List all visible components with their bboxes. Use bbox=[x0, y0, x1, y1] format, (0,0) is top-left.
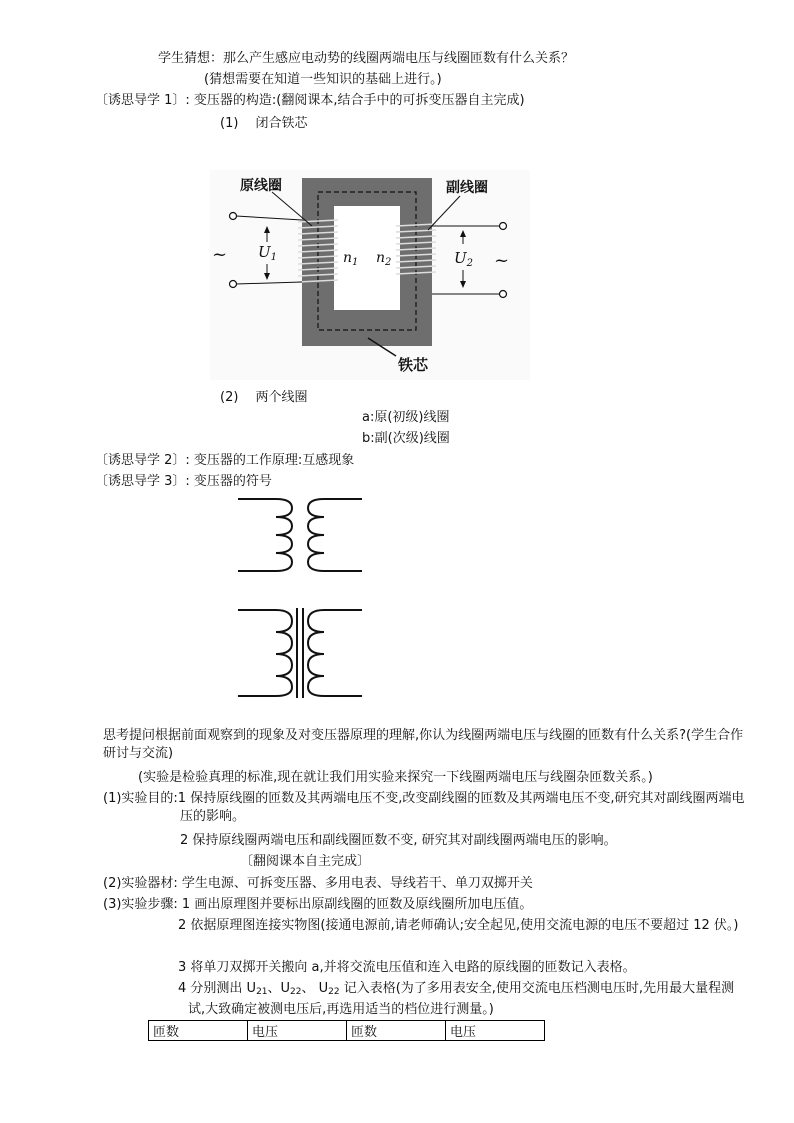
primary-coil-label: 原线圈 bbox=[240, 178, 282, 194]
table-header-cell: 匝数 bbox=[347, 1021, 446, 1041]
ac-right: ~ bbox=[494, 250, 510, 271]
table-header-cell: 电压 bbox=[446, 1021, 545, 1041]
terminal-right-top bbox=[500, 223, 507, 230]
table-header-cell: 电压 bbox=[248, 1021, 347, 1041]
ac-left: ~ bbox=[212, 244, 228, 265]
guide-2: 〔诱思导学 2〕: 变压器的工作原理:互感现象 bbox=[95, 453, 355, 468]
guide-3: 〔诱思导学 3〕: 变压器的符号 bbox=[95, 474, 272, 489]
core-label: 铁芯 bbox=[398, 356, 429, 374]
secondary-coil-label: 副线圈 bbox=[446, 180, 488, 196]
n2-label: $n_2$ bbox=[376, 250, 392, 268]
transformer-figure bbox=[210, 170, 530, 380]
n1-label: $n_1$ bbox=[343, 250, 359, 268]
coil-b: b:副(次级)线圈 bbox=[362, 431, 450, 446]
transformer-symbol-1 bbox=[236, 494, 366, 579]
step-2: 2 依据原理图连接实物图(接通电源前,请老师确认;安全起见,使用交流电源的电压不要超过 12 伏。) bbox=[178, 918, 739, 933]
step-4: 4 分别测出 $U_{21}$、$U_{22}$、 $U_{22}$ 记入表格(为了多用表安全,使用交流电压档测电压时,先用最大量程测试,大致确定被测电压后,再选用适当的档位进行测量。) bbox=[178, 981, 735, 1017]
purpose-2: 2 保持原线圈两端电压和副线圈匝数不变, 研究其对副线圈两端电压的影响。 bbox=[180, 833, 617, 848]
terminal-left-bottom bbox=[230, 281, 237, 288]
experiment-intro: (实验是检验真理的标准,现在就让我们用实验来探究一下线圈两端电压与线圈杂匝数关系。) bbox=[138, 770, 653, 785]
terminal-left-top bbox=[230, 213, 237, 220]
equipment: (2)实验器材: 学生电源、可拆变压器、多用电表、导线若干、单刀双掷开关 bbox=[103, 876, 533, 891]
table-header-cell: 匝数 bbox=[149, 1021, 248, 1041]
item-closed-core: (1) 闭合铁芯 bbox=[220, 116, 308, 131]
think-paragraph: 思考提问根据前面观察到的现象及对变压器原理的理解,你认为线圈两端电压与线圈的匝数有什么关系?(学生合作研讨与交流) bbox=[103, 728, 744, 761]
step-3: 3 将单刀双掷开关搬向 a,并将交流电压值和连入电路的原线圈的匝数记入表格。 bbox=[178, 960, 636, 975]
u1-label: $U_1$ bbox=[258, 243, 278, 263]
purpose-note: 〔翻阅课本自主完成〕 bbox=[240, 854, 371, 869]
item-two-coils: (2) 两个线圈 bbox=[220, 390, 308, 405]
u2-label: $U_2$ bbox=[454, 249, 474, 269]
coil-a: a:原(初级)线圈 bbox=[362, 410, 450, 425]
purpose-1: (1)实验目的:1 保持原线圈的匝数及其两端电压不变,改变副线圈的匝数及其两端电压不变,研究其对副线圈两端电压的影响。 bbox=[103, 791, 745, 824]
guide-1: 〔诱思导学 1〕: 变压器的构造:(翻阅课本,结合手中的可拆变压器自主完成) bbox=[95, 93, 525, 108]
step-1: (3)实验步骤: 1 画出原理图并要标出原副线圈的匝数及原线圈所加电压值。 bbox=[103, 897, 533, 912]
terminal-right-bottom bbox=[500, 291, 507, 298]
guess-note: (猜想需要在知道一些知识的基础上进行。) bbox=[204, 72, 442, 87]
transformer-symbol-2 bbox=[236, 602, 366, 698]
data-table bbox=[148, 1020, 545, 1041]
table-row bbox=[149, 1021, 545, 1041]
guess-line: 学生猜想：那么产生感应电动势的线圈两端电压与线圈匝数有什么关系？ bbox=[158, 51, 575, 66]
